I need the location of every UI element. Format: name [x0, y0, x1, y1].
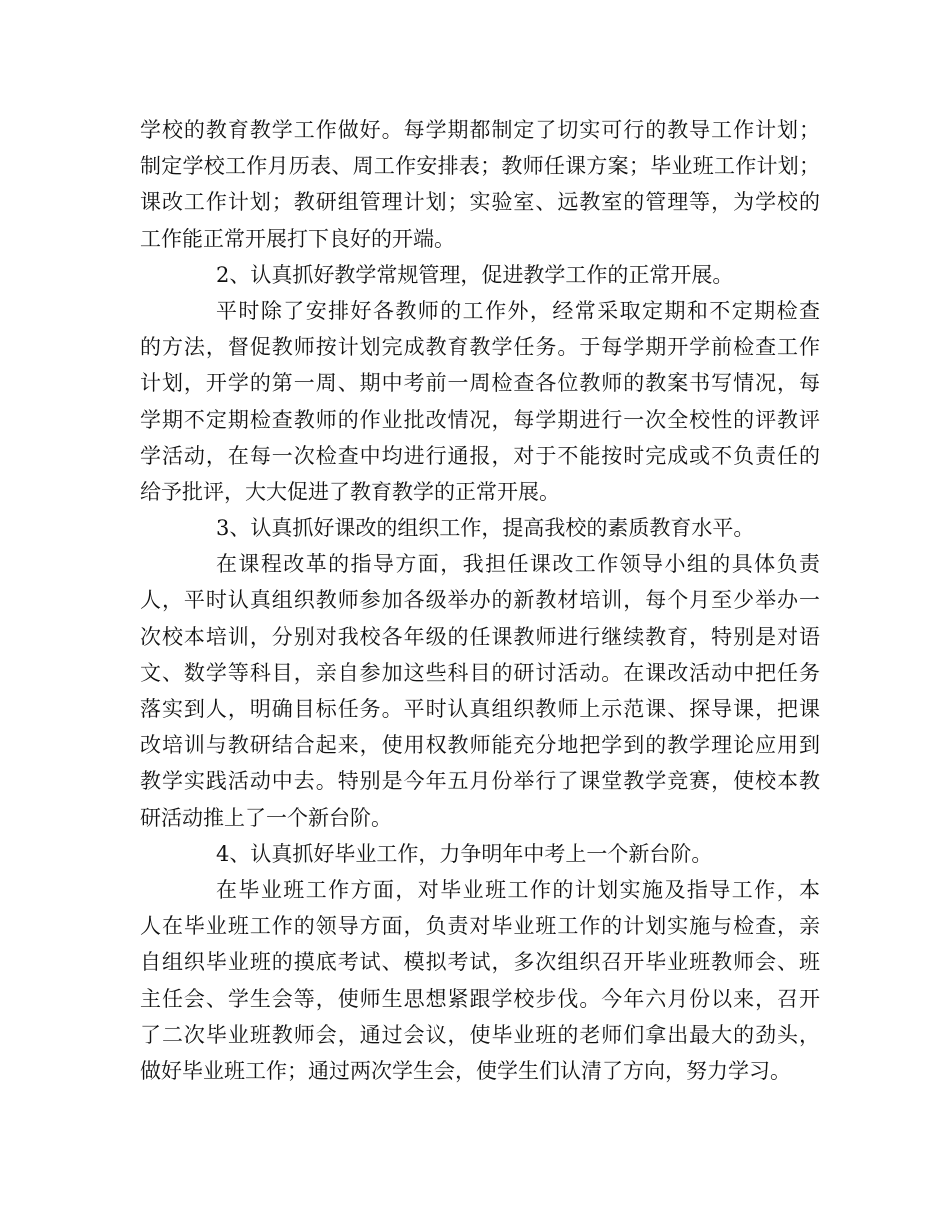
- text-line: 了二次毕业班教师会，通过会议，使毕业班的老师们拿出最大的劲头，: [140, 1022, 820, 1047]
- text-line: 学校的教育教学工作做好。每学期都制定了切实可行的教导工作计划；: [140, 118, 820, 142]
- text-line: 平时除了安排好各教师的工作外，经常采取定期和不定期检查: [216, 298, 820, 323]
- text-line: 给予批评，大大促进了教育教学的正常开展。: [140, 479, 560, 504]
- text-line: 主任会、学生会等，使师生思想紧跟学校步伐。今年六月份以来，召开: [140, 986, 820, 1011]
- text-line: 的方法，督促教师按计划完成教育教学任务。于每学期开学前检查工作: [140, 335, 820, 360]
- text-line: 计划，开学的第一周、期中考前一周检查各位教师的教案书写情况，每: [140, 371, 820, 396]
- text-line: 教学实践活动中去。特别是今年五月份举行了课堂教学竞赛，使校本教: [140, 769, 820, 794]
- text-line: 在毕业班工作方面，对毕业班工作的计划实施及指导工作，本: [216, 877, 820, 902]
- section-heading: 4、认真抓好毕业工作，力争明年中考上一个新台阶。: [216, 841, 713, 866]
- text-line: 次校本培训，分别对我校各年级的任课教师进行继续教育，特别是对语: [140, 624, 820, 649]
- section-heading: 2、认真抓好教学常规管理，促进教学工作的正常开展。: [216, 262, 734, 287]
- text-line: 学活动，在每一次检查中均进行通报，对于不能按时完成或不负责任的: [140, 443, 820, 468]
- text-line: 自组织毕业班的摸底考试、模拟考试，多次组织召开毕业班教师会、班: [140, 950, 820, 975]
- text-line: 制定学校工作月历表、周工作安排表；教师任课方案；毕业班工作计划；: [140, 154, 820, 179]
- text-line: 课改工作计划；教研组管理计划；实验室、远教室的管理等，为学校的: [140, 190, 820, 215]
- text-line: 做好毕业班工作；通过两次学生会，使学生们认清了方向，努力学习。: [140, 1058, 791, 1083]
- text-line: 改培训与教研结合起来，使用权教师能充分地把学到的教学理论应用到: [140, 733, 820, 758]
- text-line: 研活动推上了一个新台阶。: [140, 805, 392, 830]
- text-line: 人，平时认真组织教师参加各级举办的新教材培训，每个月至少举办一: [140, 588, 820, 613]
- text-line: 学期不定期检查教师的作业批改情况，每学期进行一次全校性的评教评: [140, 407, 820, 432]
- text-line: 人在毕业班工作的领导方面，负责对毕业班工作的计划实施与检查，亲: [140, 914, 820, 939]
- text-line: 工作能正常开展打下良好的开端。: [140, 226, 455, 251]
- document-body: [140, 112, 820, 1089]
- section-heading: 3、认真抓好课改的组织工作，提高我校的素质教育水平。: [216, 516, 755, 541]
- text-line: 文、数学等科目，亲自参加这些科目的研讨活动。在课改活动中把任务: [140, 660, 820, 685]
- text-line: 落实到人，明确目标任务。平时认真组织教师上示范课、探导课，把课: [140, 697, 820, 721]
- text-line: 在课程改革的指导方面，我担任课改工作领导小组的具体负责: [216, 552, 820, 577]
